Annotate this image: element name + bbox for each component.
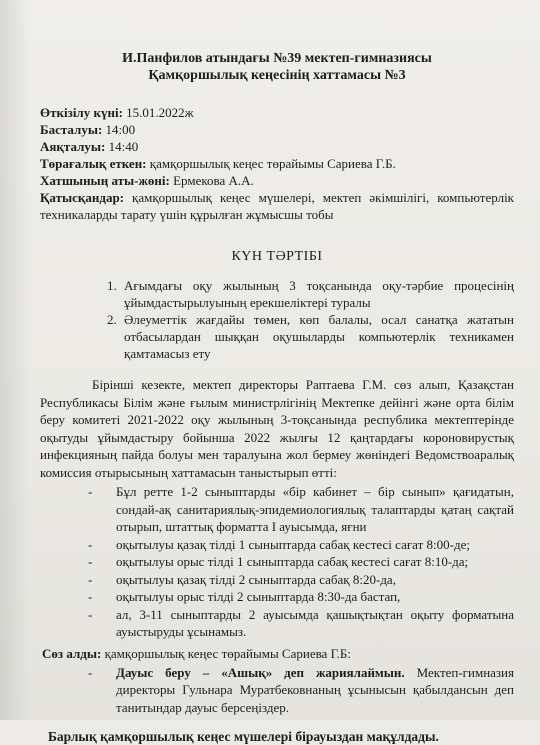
meta-date: Өткізілу күні: 15.01.2022ж	[40, 105, 194, 120]
page-shadow	[0, 0, 30, 720]
vote-list	[40, 664, 514, 717]
meta-end: Аяқталуы: 14:40	[40, 139, 139, 154]
body-paragraph: Бірінші кезекте, мектеп директоры Раптаева Г.М. сөз алып, Қазақстан Республикасы Білім және ғылым министрлігінің Мектепке дейінгі және орта білім беру комитеті 2021-2022 оқу жылының 3-тоқсанында республика мектептерінде оқытуды ұйымдастыру бойынша 2022 жылғы 12 қаңтардағы короновирустық инфекцияның пайда болуы мен таралуына жол бермеу жөніндегі Ведомствоаралық комиссия отырысының хаттамасын таныстырып өтті:	[40, 377, 514, 480]
agenda-item: 2. Әлеуметтік жағдайы төмен, көп балалы, осал санатқа жататын отбасылардан шыққан оқушыларды компьютерлік техникамен қамтамасыз ету	[120, 311, 514, 362]
list-item: - оқытылуы қазақ тілді 2 сыныптарда сабақ 8:20-да,	[116, 571, 514, 589]
final-decision: Барлық қамқоршылық кеңес мүшелері бірауыздан мақұлдады.	[48, 729, 439, 744]
list-item: - оқытылуы қазақ тілді 1 сыныптарда сабақ кестесі сағат 8:00-де;	[116, 536, 514, 554]
meeting-meta	[40, 104, 514, 223]
agenda-item: 1. Ағымдағы оқу жылының 3 тоқсанында оқу-тәрбие процесінің ұйымдастырылуының ерекшеліктері туралы	[120, 277, 514, 311]
speech-line: Сөз алды: қамқоршылық кеңес төрайымы Сариева Г.Б:	[42, 645, 351, 661]
agenda-title: КҮН ТӘРТІБІ	[231, 249, 323, 264]
proposal-list	[40, 483, 514, 641]
protocol-title: Қамқоршылық кеңесінің хаттамасы №3	[148, 68, 406, 83]
meta-chair: Төрағалық еткен: қамқоршылық кеңес төрайымы Сариева Г.Б.	[40, 156, 396, 171]
vote-item: - Дауыс беру – «Ашық» деп жариялаймын. Мектеп-гимназия директоры Гульнара Муратбековнаның ұсынысын қабылдансын деп танитындар дауыс берсеңіздер.	[116, 664, 514, 717]
list-item: - Бұл ретте 1-2 сыныптарды «бір кабинет – бір сынып» қағидатын, сондай-ақ санитариялық-эпидемиологиялық талаптарды қатаң сақтай отырып, штаттық форматта І ауысымда, яғни	[116, 483, 514, 536]
list-item: - оқытылуы орыс тілді 1 сыныптарда сабақ кестесі сағат 8:10-да;	[116, 553, 514, 571]
meta-secretary: Хатшының аты-жөні: Ермекова А.А.	[40, 173, 254, 188]
list-item: - оқытылуы орыс тілді 2 сыныптарда 8:30-да бастап,	[116, 588, 514, 606]
school-name: И.Панфилов атындағы №39 мектеп-гимназиясы	[122, 51, 432, 66]
list-item: - ал, 3-11 сыныптарды 2 ауысымда қашықтықтан оқыту форматына ауыстыруды ұсынамыз.	[116, 606, 514, 641]
document-title	[40, 50, 514, 84]
meta-participants: Қатысқандар: қамқоршылық кеңес мүшелері, мектеп әкімшілігі, компьютерлік техникаларды тарату үшін құрылған жұмысшы тобы	[40, 190, 514, 222]
meta-start: Басталуы: 14:00	[40, 122, 136, 137]
agenda-list	[40, 277, 514, 362]
